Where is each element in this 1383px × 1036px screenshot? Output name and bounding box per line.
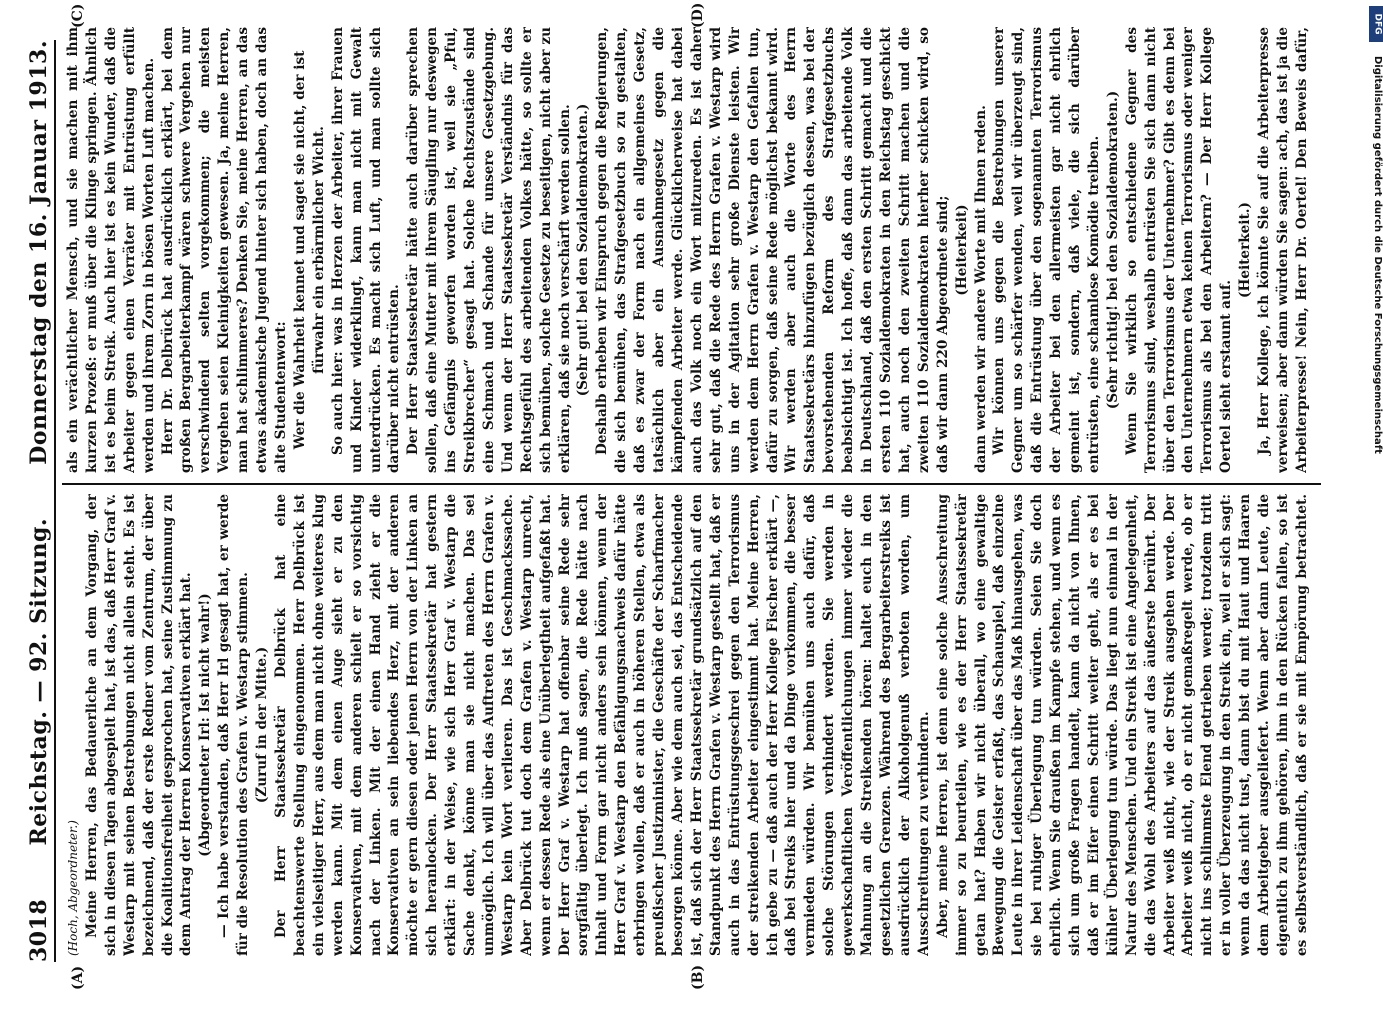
interjection: (Sehr gut! bei den Sozialdemokraten.) <box>575 103 592 397</box>
interjection: (Sehr richtig! bei den Sozialdemokraten.) <box>1104 90 1121 410</box>
paragraph: Herr Dr. Delbrück hat ausdrücklich erklärt, bei dem großen Bergarbeiterkampf wären schwere Vergehen nur verschwindend selten vorgekommen; die meisten Vergehen seien Kleinigkeiten gewesen. Ja, meine Herren, man hat schlimmeres? Denken Sie, meine Herren, an das etwas akademische Jugend hinter sich haben, doch an das alte Studentenwort: <box>159 27 289 473</box>
dfg-logo: DFG <box>1369 6 1383 42</box>
page-header <box>18 40 56 962</box>
paragraph: Der Herr Staatssekretär hätte auch darüber sprechen sollen, daß eine Mutter mit ihrem Säugling nur deswegen ins Gefängnis geworfen worden ist, weil sie „Pfui, Streikbrecher“ gesagt hat. Solche Rechtszustände sind eine Schmach und Schande für unsere Gesetzgebung. Und wenn der Herr Staatssekretär Verständnis für das Rechtsgefühl des arbeitenden Volkes hätte, so sollte er sich bemühen, solche Gesetze zu beseitigen, nicht aber zu erklären, daß sie noch verschärft werden sollen. <box>405 27 573 473</box>
funding-note <box>1370 8 1383 998</box>
session-date: Donnerstag den 16. Januar 1913. <box>26 40 52 465</box>
paragraph: Meine Herren, das Bedauerliche an dem Vorgang, der sich in diesen Tagen abgespielt hat, ist das, daß Herr Graf v. Westarp mit seinen Bestrebungen nicht allein steht. Es ist bezeichnend, daß der erste Redner vom Zentrum, der über die Koalitionsfreiheit gesprochen hat, seine Zustimmung zu dem Antrag der Herren Konservativen erklärt hat. <box>83 494 195 956</box>
interjection: (Heiterkeit) <box>953 204 970 296</box>
paragraph: So auch hier: was in Herzen der Arbeiter, ihrer Frauen und Kinder widerklingt, kann man nicht mit Gewalt unterdrücken. Es macht sich Luft, und man sollte sich darüber nicht entrüsten. <box>329 27 403 473</box>
paragraph: Ja, Herr Kollege, ich könnte Sie auf die Arbeiterpresse verweisen; aber dann würden Sie sagen: ach, das ist ja die Arbeiterpresse! Nein, Herr Dr. Oertel! Den Beweis dafür, <box>1256 27 1310 473</box>
paragraph: Wir können uns gegen die Bestrebungen unserer Gegner um so schärfer wenden, weil wir überzeugt sind, daß die Entrüstung über den sogenannten Terrorismus der Arbeiter bei den allermeisten gar nicht ehrlich gemeint ist, sondern, daß viele, die sich darüber entrüsten, eine schamlose Komödie treiben. <box>991 27 1102 473</box>
right-column <box>64 27 1313 473</box>
speaker-tag: (Hoch, Abgeordneter.) <box>66 820 80 956</box>
margin-marker-d: (D) <box>690 2 706 28</box>
margin-marker-b: (B) <box>690 964 706 990</box>
column-divider <box>62 483 1321 485</box>
paragraph: Deshalb erheben wir Einspruch gegen die Regierungen, die sich bemühen, das Strafgesetzbuch so zu gestalten, daß es zwar der Form nach ein allgemeines Gesetz, tatsächlich aber ein Ausnahmegesetz gegen die kämpfenden Arbeiter werde. Glücklicherweise hat dabei auch das Volk noch ein Wort mitzureden. Es ist daher sehr gut, daß die Rede des Herrn Grafen v. Westarp wird uns in der Agitation sehr große Dienste leisten. Wir werden dem Herrn Grafen v. Westarp den Gefallen tun, dafür zu sorgen, daß seine Rede möglichst bekannt wird. Wir werden aber auch die Worte des Herrn Staatssekretärs hinzufügen bezüglich dessen, was bei der bevorstehenden Reform des Strafgesetzbuchs beabsichtigt ist. Ich hoffe, daß dann das arbeitende Volk in Deutschland, daß den ersten Schritt gemacht und die ersten 110 Sozialdemokraten in den Reichstag geschickt hat, auch noch den zweiten Schritt machen und die zweiten 110 Sozialdemokraten hierher schicken wird, so daß wir dann 220 Abgeordnete sind; <box>594 27 951 473</box>
margin-marker-c: (C) <box>70 3 86 28</box>
paragraph: dann werden wir andere Worte mit Ihnen reden. <box>972 105 989 473</box>
interjection: (Zuruf in der Mitte.) <box>254 646 271 804</box>
page-number: 3018 <box>26 898 52 962</box>
paragraph: — Ich habe verstanden, daß Herr Irl gesagt hat, er werde für die Resolution des Grafen v. Westarp stimmen. <box>216 494 252 956</box>
left-column <box>64 494 1313 956</box>
session-title: Reichstag. — 92. Sitzung. <box>26 517 52 846</box>
interjection: (Abgeordneter Irl: Ist nicht wahr!) <box>197 593 214 857</box>
paragraph: als ein verächtlicher Mensch, und sie machen mit ihm kurzen Prozeß: er muß über die Klinge springen. Ähnlich ist es beim Streik. Auch hier ist es kein Wunder, daß die Arbeiter gegen einen Verräter mit Entrüstung erfüllt werden und ihrem Zorn in bösen Worten Luft machen. <box>65 27 157 473</box>
paragraph: Der Herr Staatssekretär Delbrück hat eine beachtenswerte Stellung eingenommen. Herr Delbrück ist ein vielseitiger Herr, aus dem man nicht ohne weiteres klug werden kann. Mit dem einen Auge sieht er zu den Konservativen, mit dem anderen schielt er so vorsichtig nach der Linken. Mit der einen Hand zieht er die Konservativen an sein liebendes Herz, mit der anderen möchte er gern diesen oder jenen Herrn von der Linken an sich heranlocken. Der Herr Staatssekretär hat gestern erklärt: in der Weise, wie sich Herr Graf v. Westarp die Sache denkt, könne man sie nicht machen. Das sei unmöglich. Ich will über das Auftreten des Herrn Grafen v. Westarp kein Wort verlieren. Das ist Geschmackssache. Aber Delbrück tut doch dem Grafen v. Westarp unrecht, wenn er dessen Rede als eine Unüberlegtheit aufgefaßt hat. Der Herr Graf v. Westarp hat offenbar seine Rede sehr sorgfältig überlegt. Ich muß sagen, die Rede hätte nach Inhalt und Form gar nicht anders sein können, wenn der Herr Graf v. Westarp den Befähigungsnachweis dafür hätte erbringen wollen, daß er auch in höheren Stellen, etwa als preußischer Justizminister, die Geschäfte der Scharfmacher besorgen könne. Aber wie dem auch sei, das Entscheidende ist, daß sich der Herr Staatssekretär grundsätzlich auf den Standpunkt des Herrn Grafen v. Westarp gestellt hat, daß er auch in das Entrüstungsgeschrei gegen den Terrorismus der streikenden Arbeiter eingestimmt hat. Meine Herren, ich gebe zu — daß auch der Herr Kollege Fischer erklärt —, daß bei Streiks hier und da Dinge vorkommen, die besser vermieden würden. Wir bemühen uns auch dafür, daß solche Störungen verhindert werden. Sie werden in gewerkschaftlichen Veröffentlichungen immer wieder die Mahnung an die Streikenden hören: haltet euch in den gesetzlichen Grenzen. Während des Bergarbeiterstreiks ist ausdrücklich der Alkoholgenuß verboten worden, um Ausschreitungen zu verhindern. <box>272 494 932 956</box>
funding-note-text: Digitalisierung gefördert durch die Deutsche Forschungsgemeinschaft <box>1372 56 1383 454</box>
interjection: (Heiterkeit.) <box>1237 202 1254 298</box>
margin-marker-a: (A) <box>70 965 86 990</box>
verse-quote: Wer die Wahrheit kennet und saget sie nicht, der ist fürwahr ein erbärmlicher Wicht. <box>291 50 327 450</box>
paragraph: Wenn Sie wirklich so entschiedene Gegner des Terrorismus sind, weshalb entrüsten Sie sich dann nicht über den Terrorismus der Unternehmer? Gibt es denn bei den Unternehmern etwa keinen Terrorismus oder weniger Terrorismus als bei den Arbeitern? — Der Herr Kollege Oertel sieht erstaunt auf. <box>1123 27 1235 473</box>
paragraph: Aber, meine Herren, ist denn eine solche Ausschreitung immer so zu beurteilen, wie es der Herr Staatssekretär getan hat? Haben wir nicht überall, wo eine gewaltige Bewegung die Geister erfaßt, das Schauspiel, daß einzelne Leute in ihrer Leidenschaft über das Maß hinausgehen, was sie bei ruhiger Überlegung tun würden. Seien Sie doch ehrlich. Wenn Sie draußen im Kampfe stehen, und wenn es sich um große Fragen handelt, kann da nicht von Ihnen, daß er im Eifer einen Schritt weiter geht, als er es bei kühler Überlegung tun würde. Das liegt nun einmal in der Natur des Menschen. Und ein Streik ist eine Angelegenheit, die das Wohl des Arbeiters auf das äußerste berührt. Der Arbeiter weiß nicht, wie der Streik ausgehen werde. Der Arbeiter weiß nicht, ob er nicht gemaßregelt werde, ob er nicht ins schlimmste Elend getrieben werde; trotzdem tritt er in voller Überzeugung in den Streik ein, weil er sich sagt: wenn da das nicht tust, dann bist du mit Haut und Haaren dem Arbeitgeber ausgeliefert. Wenn aber dann Leute, die eigentlich zu ihm gehören, ihm in den Rücken fallen, so ist es selbstverständlich, daß er sie mit Empörung betrachtet. <box>934 494 1310 956</box>
